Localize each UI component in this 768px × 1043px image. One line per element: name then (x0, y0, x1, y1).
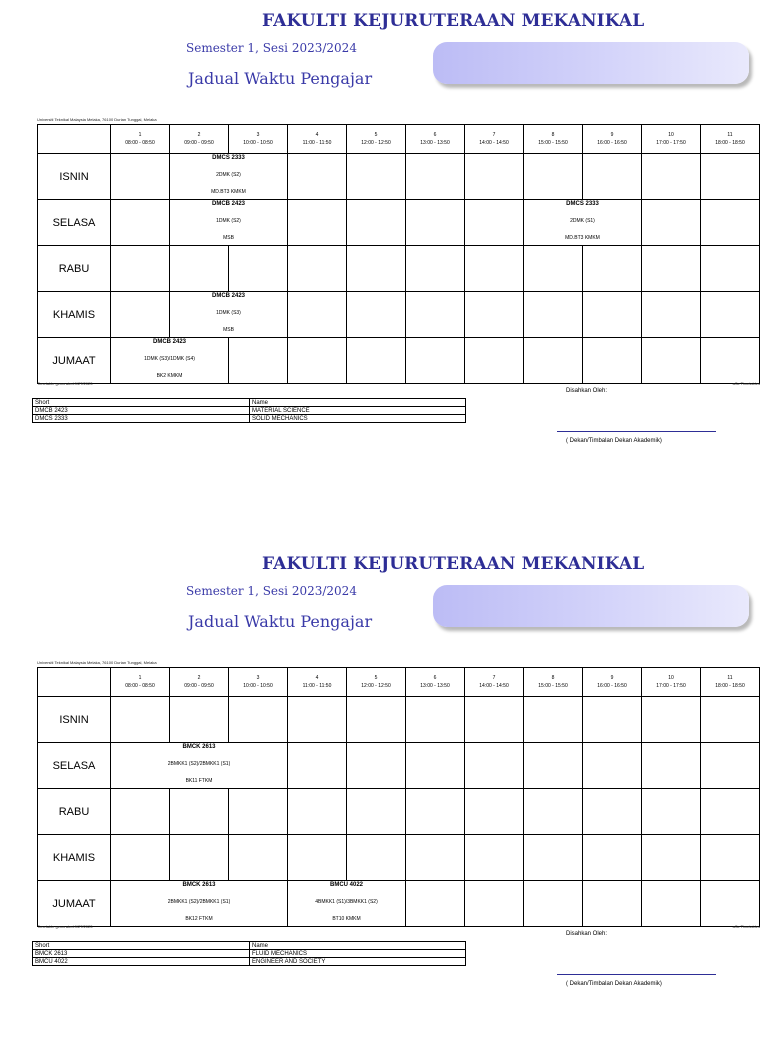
empty-cell (111, 154, 170, 200)
generated-date: Timetable generated:9/27/2023 (37, 924, 93, 929)
empty-cell (229, 338, 288, 384)
class-room: MD.BT3 KMKM (565, 235, 600, 241)
empty-cell (347, 200, 406, 246)
day-row (38, 292, 760, 338)
empty-cell (583, 881, 642, 927)
period-time: 14:00 - 14:50 (479, 140, 509, 146)
period-time: 09:00 - 09:50 (184, 140, 214, 146)
class-cell (111, 338, 229, 384)
period-time: 11:00 - 11:50 (302, 683, 332, 689)
class-block (111, 743, 287, 788)
empty-cell (288, 697, 347, 743)
day-label: RABU (38, 789, 111, 835)
legend-header-short: Short (33, 399, 250, 407)
empty-cell (583, 835, 642, 881)
subject-legend (32, 398, 466, 423)
course-code: DMCB 2423 (211, 201, 245, 207)
class-block (170, 292, 287, 337)
period-header (583, 668, 642, 697)
class-cell (170, 154, 288, 200)
empty-cell (524, 292, 583, 338)
empty-cell (524, 881, 583, 927)
empty-cell (406, 743, 465, 789)
period-number: 1 (138, 675, 142, 681)
university-address: Universiti Teknikal Malaysia Melaka, 76100 Durian Tunggal, Melaka (37, 117, 157, 122)
empty-cell (288, 338, 347, 384)
class-room: BK11 FTKM (185, 778, 213, 784)
empty-cell (642, 789, 701, 835)
empty-cell (465, 881, 524, 927)
class-group: 1DMK (S3)/1DMK (S4) (144, 356, 195, 362)
class-block (111, 881, 287, 926)
day-row (38, 697, 760, 743)
empty-cell (701, 835, 760, 881)
signature-label: ( Dekan/Timbalan Dekan Akademik) (566, 981, 662, 987)
class-room: MD.BT3 KMKM (211, 189, 246, 195)
class-block (524, 200, 641, 245)
course-code: DMCS 2333 (212, 155, 245, 161)
empty-cell (701, 789, 760, 835)
period-time: 08:00 - 08:50 (125, 683, 155, 689)
course-code: BMCK 2613 (182, 882, 216, 888)
empty-cell (524, 246, 583, 292)
period-time: 15:00 - 15:50 (538, 683, 568, 689)
empty-cell (347, 789, 406, 835)
day-label: JUMAAT (38, 881, 111, 927)
day-label: ISNIN (38, 697, 111, 743)
empty-cell (642, 743, 701, 789)
period-header (170, 668, 229, 697)
class-room: BK12 FTKM (185, 916, 213, 922)
legend-header-name: Name (250, 942, 466, 950)
legend-name: FLUID MECHANICS (250, 950, 466, 958)
class-room: MSB (223, 327, 234, 333)
period-header (524, 668, 583, 697)
class-group: 2BMKK1 (S2)/2BMKK1 (S1) (167, 899, 231, 905)
period-header (111, 125, 170, 154)
corner-cell (38, 125, 111, 154)
class-room: BT10 KMKM (332, 916, 361, 922)
legend-header-row (33, 942, 466, 950)
empty-cell (583, 154, 642, 200)
timetable-grid (37, 667, 760, 927)
class-cell (111, 881, 288, 927)
legend-short: DMCS 2333 (33, 415, 250, 423)
period-number: 10 (668, 132, 674, 138)
period-header (229, 125, 288, 154)
empty-cell (229, 789, 288, 835)
empty-cell (524, 835, 583, 881)
period-number: 5 (374, 132, 378, 138)
empty-cell (642, 246, 701, 292)
class-cell (170, 292, 288, 338)
empty-cell (642, 697, 701, 743)
day-row (38, 835, 760, 881)
page-subtitle: Jadual Waktu Pengajar (188, 69, 373, 88)
empty-cell (524, 154, 583, 200)
header-row (38, 668, 760, 697)
period-time: 08:00 - 08:50 (125, 140, 155, 146)
period-time: 17:00 - 17:50 (656, 140, 686, 146)
empty-cell (465, 697, 524, 743)
period-number: 9 (610, 675, 614, 681)
empty-cell (524, 789, 583, 835)
empty-cell (701, 246, 760, 292)
period-time: 18:00 - 18:50 (715, 140, 745, 146)
period-header (701, 125, 760, 154)
period-number: 11 (727, 132, 733, 138)
day-row (38, 881, 760, 927)
empty-cell (701, 881, 760, 927)
page-subtitle: Jadual Waktu Pengajar (188, 612, 373, 631)
day-row (38, 743, 760, 789)
period-header (701, 668, 760, 697)
empty-cell (701, 200, 760, 246)
empty-cell (111, 246, 170, 292)
class-group: 2BMKK1 (S2)/2BMKK1 (S1) (167, 761, 231, 767)
period-number: 4 (315, 132, 319, 138)
empty-cell (465, 154, 524, 200)
empty-cell (642, 292, 701, 338)
empty-cell (229, 697, 288, 743)
period-number: 8 (551, 132, 555, 138)
empty-cell (347, 292, 406, 338)
period-time: 16:00 - 16:50 (597, 683, 627, 689)
course-code: BMCU 4022 (329, 882, 363, 888)
empty-cell (111, 292, 170, 338)
empty-cell (406, 881, 465, 927)
empty-cell (583, 789, 642, 835)
empty-cell (642, 881, 701, 927)
empty-cell (583, 697, 642, 743)
empty-cell (111, 200, 170, 246)
period-time: 13:00 - 13:50 (420, 140, 450, 146)
day-row (38, 246, 760, 292)
empty-cell (347, 743, 406, 789)
empty-cell (288, 743, 347, 789)
empty-cell (583, 743, 642, 789)
empty-cell (465, 789, 524, 835)
day-label: KHAMIS (38, 835, 111, 881)
empty-cell (701, 743, 760, 789)
period-number: 9 (610, 132, 614, 138)
period-header (288, 125, 347, 154)
class-room: BK2 KMKM (156, 373, 183, 379)
period-header (288, 668, 347, 697)
legend-row (33, 958, 466, 966)
empty-cell (170, 789, 229, 835)
period-header (347, 668, 406, 697)
period-time: 12:00 - 12:50 (361, 140, 391, 146)
empty-cell (406, 200, 465, 246)
period-time: 14:00 - 14:50 (479, 683, 509, 689)
subject-legend (32, 941, 466, 966)
empty-cell (111, 697, 170, 743)
empty-cell (583, 292, 642, 338)
course-code: BMCK 2613 (182, 744, 216, 750)
empty-cell (288, 292, 347, 338)
empty-cell (406, 697, 465, 743)
empty-cell (465, 338, 524, 384)
empty-cell (642, 200, 701, 246)
period-time: 18:00 - 18:50 (715, 683, 745, 689)
legend-row (33, 415, 466, 423)
period-number: 6 (433, 675, 437, 681)
empty-cell (406, 246, 465, 292)
semester-label: Semester 1, Sesi 2023/2024 (186, 41, 357, 55)
period-number: 7 (492, 675, 496, 681)
day-label: JUMAAT (38, 338, 111, 384)
period-number: 1 (138, 132, 142, 138)
university-address: Universiti Teknikal Malaysia Melaka, 76100 Durian Tunggal, Melaka (37, 660, 157, 665)
signature-label: ( Dekan/Timbalan Dekan Akademik) (566, 438, 662, 444)
class-cell (524, 200, 642, 246)
day-row (38, 789, 760, 835)
empty-cell (642, 835, 701, 881)
empty-cell (347, 697, 406, 743)
period-header (229, 668, 288, 697)
empty-cell (229, 246, 288, 292)
timetable-page-2 (0, 543, 768, 1043)
legend-name: MATERIAL SCIENCE (250, 407, 466, 415)
empty-cell (406, 338, 465, 384)
class-group: 1DMK (S2) (216, 218, 241, 224)
class-group: 2DMK (S2) (216, 172, 241, 178)
day-row (38, 200, 760, 246)
empty-cell (701, 154, 760, 200)
approved-by-label: Disahkan Oleh: (566, 931, 608, 937)
legend-short: BMCU 4022 (33, 958, 250, 966)
empty-cell (465, 200, 524, 246)
period-time: 13:00 - 13:50 (420, 683, 450, 689)
course-code: DMCS 2333 (566, 201, 599, 207)
period-time: 09:00 - 09:50 (184, 683, 214, 689)
empty-cell (288, 835, 347, 881)
empty-cell (524, 743, 583, 789)
legend-row (33, 407, 466, 415)
period-time: 10:00 - 10:50 (243, 140, 273, 146)
period-number: 7 (492, 132, 496, 138)
empty-cell (347, 154, 406, 200)
empty-cell (701, 292, 760, 338)
empty-cell (701, 697, 760, 743)
period-number: 11 (727, 675, 733, 681)
period-time: 10:00 - 10:50 (243, 683, 273, 689)
faculty-title: FAKULTI KEJURUTERAAN MEKANIKAL (262, 554, 645, 574)
empty-cell (583, 338, 642, 384)
faculty-title: FAKULTI KEJURUTERAAN MEKANIKAL (262, 11, 645, 31)
generated-date: Timetable generated:9/27/2023 (37, 381, 93, 386)
period-number: 2 (197, 132, 201, 138)
period-header (170, 125, 229, 154)
class-block (170, 200, 287, 245)
period-time: 16:00 - 16:50 (597, 140, 627, 146)
empty-cell (524, 697, 583, 743)
class-block (111, 338, 228, 383)
asc-credit: aSc Timetables (732, 381, 760, 386)
period-header (465, 668, 524, 697)
empty-cell (465, 246, 524, 292)
legend-header-name: Name (250, 399, 466, 407)
signature-line (557, 974, 716, 975)
period-time: 12:00 - 12:50 (361, 683, 391, 689)
empty-cell (288, 200, 347, 246)
class-block (288, 881, 405, 926)
period-header (583, 125, 642, 154)
empty-cell (583, 246, 642, 292)
approved-by-label: Disahkan Oleh: (566, 388, 608, 394)
empty-cell (288, 789, 347, 835)
legend-name: ENGINEER AND SOCIETY (250, 958, 466, 966)
class-group: 4BMKK1 (S1)/3BMKK1 (S2) (315, 899, 378, 905)
course-code: DMCB 2423 (211, 293, 245, 299)
period-header (524, 125, 583, 154)
class-cell (288, 881, 406, 927)
period-number: 4 (315, 675, 319, 681)
period-header (111, 668, 170, 697)
class-group: 2DMK (S1) (570, 218, 595, 224)
period-header (406, 668, 465, 697)
period-time: 15:00 - 15:50 (538, 140, 568, 146)
empty-cell (229, 835, 288, 881)
legend-name: SOLID MECHANICS (250, 415, 466, 423)
empty-cell (288, 246, 347, 292)
day-label: KHAMIS (38, 292, 111, 338)
period-header (347, 125, 406, 154)
period-number: 2 (197, 675, 201, 681)
semester-label: Semester 1, Sesi 2023/2024 (186, 584, 357, 598)
empty-cell (642, 338, 701, 384)
day-row (38, 338, 760, 384)
class-cell (170, 200, 288, 246)
period-time: 17:00 - 17:50 (656, 683, 686, 689)
empty-cell (465, 835, 524, 881)
period-time: 11:00 - 11:50 (302, 140, 332, 146)
period-number: 3 (256, 132, 260, 138)
empty-cell (701, 338, 760, 384)
legend-short: DMCB 2423 (33, 407, 250, 415)
header-banner (433, 585, 749, 627)
legend-header-row (33, 399, 466, 407)
empty-cell (170, 835, 229, 881)
asc-credit: aSc Timetables (732, 924, 760, 929)
legend-short: BMCK 2613 (33, 950, 250, 958)
empty-cell (111, 835, 170, 881)
empty-cell (406, 154, 465, 200)
empty-cell (406, 835, 465, 881)
class-room: MSB (223, 235, 234, 241)
timetable-page-1 (0, 0, 768, 500)
empty-cell (465, 743, 524, 789)
empty-cell (642, 154, 701, 200)
signature-line (557, 431, 716, 432)
empty-cell (111, 789, 170, 835)
period-number: 10 (668, 675, 674, 681)
legend-row (33, 950, 466, 958)
empty-cell (465, 292, 524, 338)
empty-cell (347, 835, 406, 881)
empty-cell (170, 697, 229, 743)
period-number: 5 (374, 675, 378, 681)
empty-cell (347, 246, 406, 292)
period-number: 6 (433, 132, 437, 138)
period-number: 8 (551, 675, 555, 681)
header-banner (433, 42, 749, 84)
day-label: RABU (38, 246, 111, 292)
empty-cell (347, 338, 406, 384)
class-group: 1DMK (S3) (216, 310, 241, 316)
legend-header-short: Short (33, 942, 250, 950)
timetable-grid (37, 124, 760, 384)
empty-cell (288, 154, 347, 200)
period-number: 3 (256, 675, 260, 681)
empty-cell (170, 246, 229, 292)
empty-cell (406, 789, 465, 835)
period-header (642, 668, 701, 697)
class-block (170, 154, 287, 199)
empty-cell (406, 292, 465, 338)
day-row (38, 154, 760, 200)
header-row (38, 125, 760, 154)
empty-cell (524, 338, 583, 384)
corner-cell (38, 668, 111, 697)
period-header (465, 125, 524, 154)
course-code: DMCB 2423 (152, 339, 186, 345)
day-label: SELASA (38, 743, 111, 789)
period-header (406, 125, 465, 154)
period-header (642, 125, 701, 154)
day-label: ISNIN (38, 154, 111, 200)
class-cell (111, 743, 288, 789)
day-label: SELASA (38, 200, 111, 246)
